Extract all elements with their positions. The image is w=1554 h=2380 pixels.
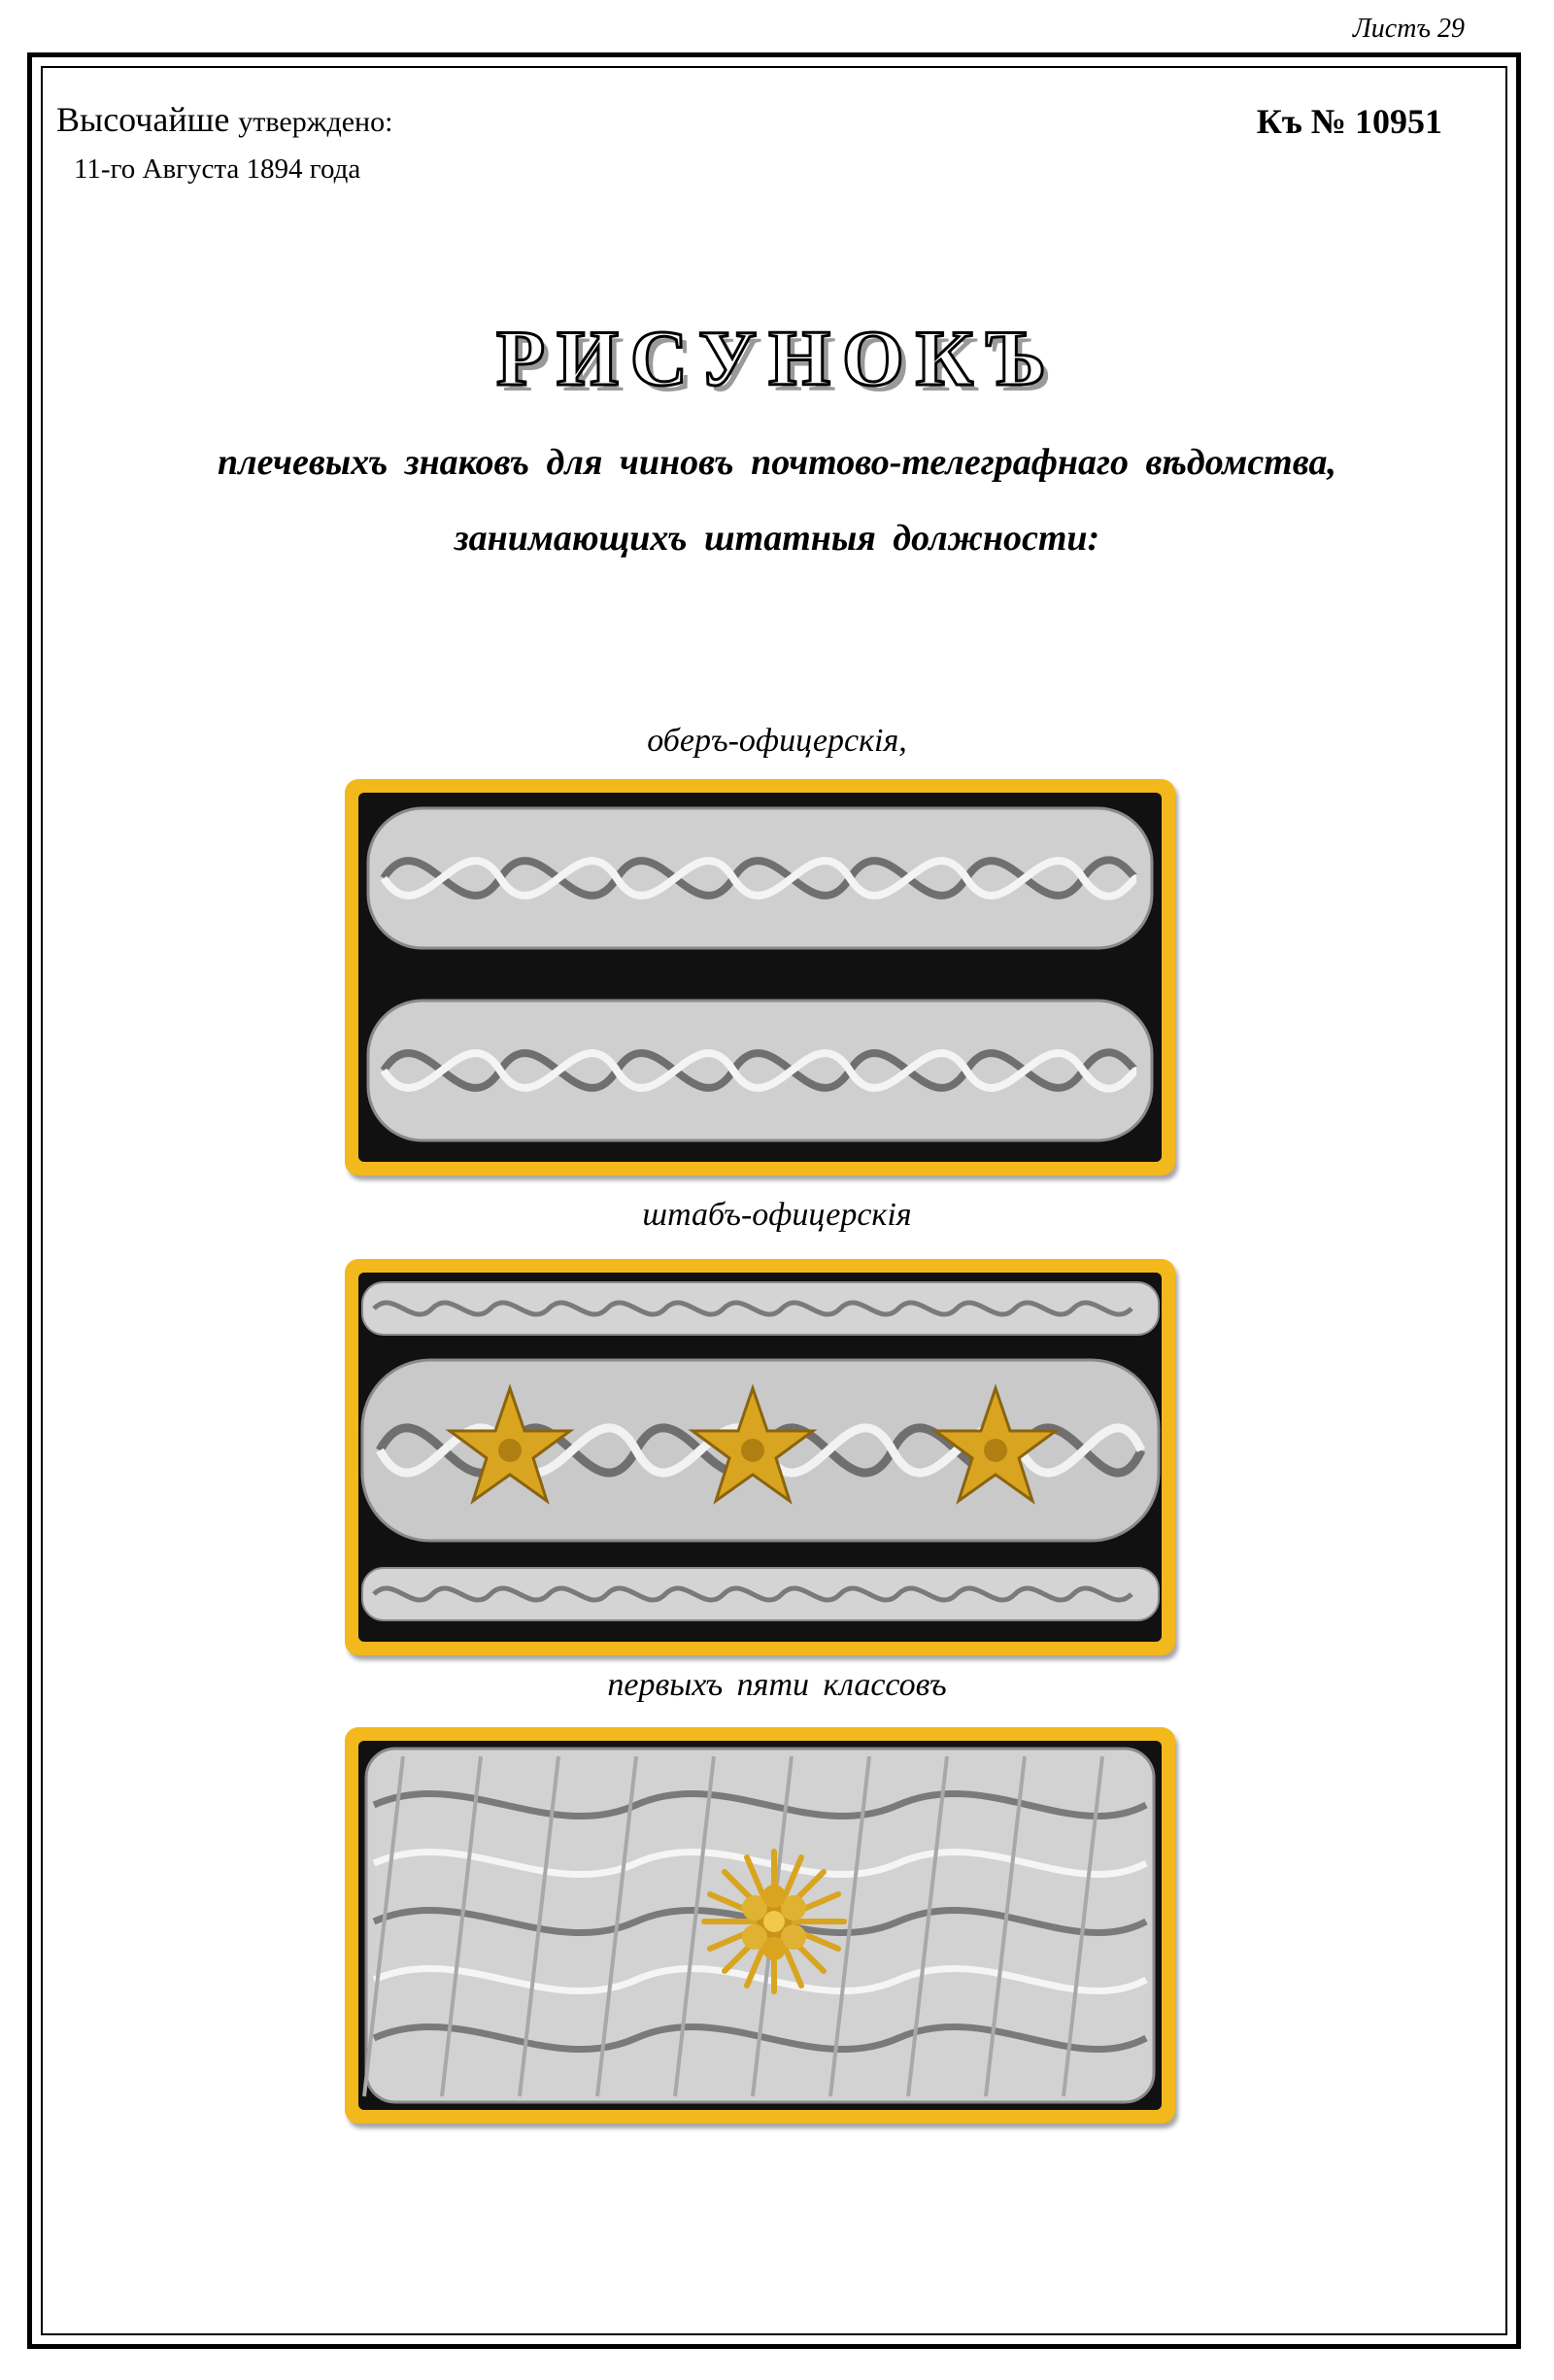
subtitle-line-2: занимающихъ штатныя должности: — [454, 518, 1100, 559]
subtitle-line-1: плечевыхъ знаковъ для чиновъ почтово-телеграфнаго вѣдомства, — [218, 442, 1336, 483]
document-number: Къ № 10951 — [1256, 102, 1442, 141]
sheet-label: Листъ 29 — [1352, 14, 1465, 44]
shoulder-strap-ober-officer — [345, 779, 1175, 1175]
caption-ober-officer: оберъ-офицерскія, — [647, 723, 907, 759]
strap-drawing-staff-officer — [345, 1259, 1175, 1655]
thin-braid-bottom — [362, 1568, 1159, 1620]
braid-lower — [368, 1001, 1152, 1140]
approval-note — [56, 99, 392, 140]
shoulder-strap-first-five-classes — [345, 1727, 1175, 2124]
thin-braid-top — [362, 1282, 1159, 1335]
caption-first-five-classes: первыхъ пяти классовъ — [607, 1667, 947, 1703]
bullion-burst-icon — [704, 1852, 844, 1991]
shoulder-strap-staff-officer — [345, 1259, 1175, 1655]
strap-drawing-ober-officer — [345, 779, 1175, 1175]
approval-rest: утверждено: — [238, 106, 393, 138]
approval-word: Высочайше — [56, 100, 230, 139]
strap-drawing-first-five-classes — [345, 1727, 1175, 2124]
main-title: РИСУНОКЪ — [496, 314, 1058, 402]
braid-upper — [368, 808, 1152, 948]
caption-staff-officer: штабъ-офицерскія — [642, 1197, 912, 1233]
approval-date: 11-го Августа 1894 года — [74, 153, 361, 185]
